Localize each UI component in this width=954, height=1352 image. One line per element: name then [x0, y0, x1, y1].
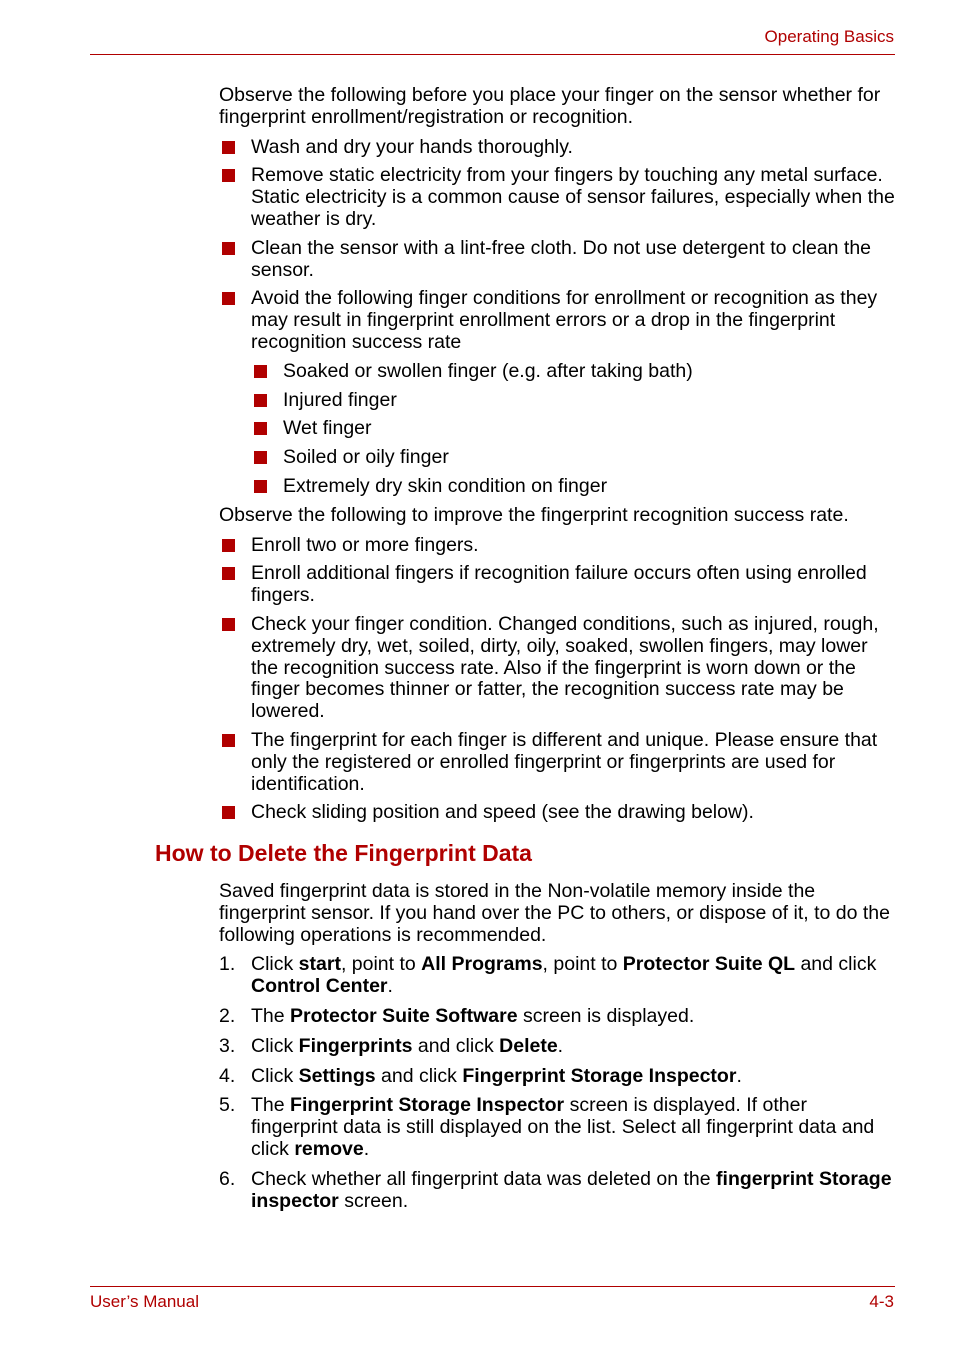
bullet-square-icon	[222, 567, 235, 580]
list-item: Check sliding position and speed (see the drawing below).	[219, 802, 895, 824]
steps-list	[219, 954, 895, 1212]
bullet-square-icon	[222, 806, 235, 819]
avoid-conditions-list	[251, 361, 895, 498]
bullet-square-icon	[222, 292, 235, 305]
improve-intro-paragraph: Observe the following to improve the fingerprint recognition success rate.	[219, 503, 849, 526]
bullet-square-icon	[254, 480, 267, 493]
bullet-square-icon	[254, 422, 267, 435]
bullet-square-icon	[222, 734, 235, 747]
list-item: Soaked or swollen finger (e.g. after taking bath)	[251, 361, 895, 383]
delete-section	[219, 881, 895, 1220]
list-item: Extremely dry skin condition on finger	[251, 476, 895, 498]
list-item: Clean the sensor with a lint-free cloth. Do not use detergent to clean the sensor.	[219, 238, 895, 282]
header-rule	[90, 54, 895, 55]
step-item: 2. The Protector Suite Software screen is displayed.	[219, 1004, 695, 1027]
bullet-square-icon	[222, 242, 235, 255]
bullet-square-icon	[222, 141, 235, 154]
list-item: Remove static electricity from your fingers by touching any metal surface. Static electricity is a common cause of sensor failures, especially when the weather is dry.	[219, 165, 895, 230]
intro-paragraph: Observe the following before you place your finger on the sensor whether for fingerprint enrollment/registration or recognition.	[219, 84, 881, 128]
bullet-square-icon	[254, 451, 267, 464]
page-number: 4-3	[869, 1292, 894, 1311]
main-content	[219, 85, 895, 831]
step-item: 3. Click Fingerprints and click Delete.	[219, 1034, 564, 1057]
step-item: 1. Click start, point to All Programs, point to Protector Suite QL and click Control Center.	[219, 953, 877, 998]
section-heading: How to Delete the Fingerprint Data	[155, 840, 532, 866]
list-item: Enroll additional fingers if recognition failure occurs often using enrolled fingers.	[219, 563, 895, 607]
step-item: 5. The Fingerprint Storage Inspector screen is displayed. If other fingerprint data is still displayed on the list. Select all fingerprint data and click remove.	[219, 1094, 875, 1160]
bullet-square-icon	[254, 365, 267, 378]
step-item: 6. Check whether all fingerprint data was deleted on the fingerprint Storage inspector screen.	[219, 1167, 892, 1212]
list-item: Enroll two or more fingers.	[219, 535, 895, 557]
bullet-square-icon	[222, 618, 235, 631]
list-item: Injured finger	[251, 390, 895, 412]
bullet-square-icon	[254, 394, 267, 407]
list-item: Wet finger	[251, 418, 895, 440]
list-item: The fingerprint for each finger is different and unique. Please ensure that only the registered or enrolled fingerprint or fingerprints are used for identification.	[219, 730, 895, 795]
list-item: Check your finger condition. Changed conditions, such as injured, rough, extremely dry, wet, soiled, dirty, oily, soaked, swollen fingers, may lower the recognition success rate. Also if the fingerprint is worn down or the finger becomes thinner or fatter, the recognition success rate may be lowered.	[219, 614, 895, 723]
list-item: Soiled or oily finger	[251, 447, 895, 469]
list-item: Avoid the following finger conditions for enrollment or recognition as they may result in fingerprint enrollment errors or a drop in the fingerprint recognition success rate Soaked or swollen finger (e.g. after taking bath) Injured finger Wet finger Soiled or oily finger Extremely dry skin condition on finger	[219, 288, 895, 497]
step-item: 4. Click Settings and click Fingerprint Storage Inspector.	[219, 1064, 742, 1087]
delete-intro-paragraph: Saved fingerprint data is stored in the Non-volatile memory inside the fingerprint sensor. If you hand over the PC to others, or dispose of it, to do the following operations is recommended.	[219, 880, 890, 946]
list-item: Wash and dry your hands thoroughly.	[219, 137, 895, 159]
improve-list	[219, 535, 895, 825]
before-list	[219, 137, 895, 498]
footer-manual-title: User’s Manual	[90, 1292, 199, 1311]
bullet-square-icon	[222, 539, 235, 552]
header-title: Operating Basics	[764, 27, 894, 46]
bullet-square-icon	[222, 169, 235, 182]
footer-rule	[90, 1286, 895, 1287]
